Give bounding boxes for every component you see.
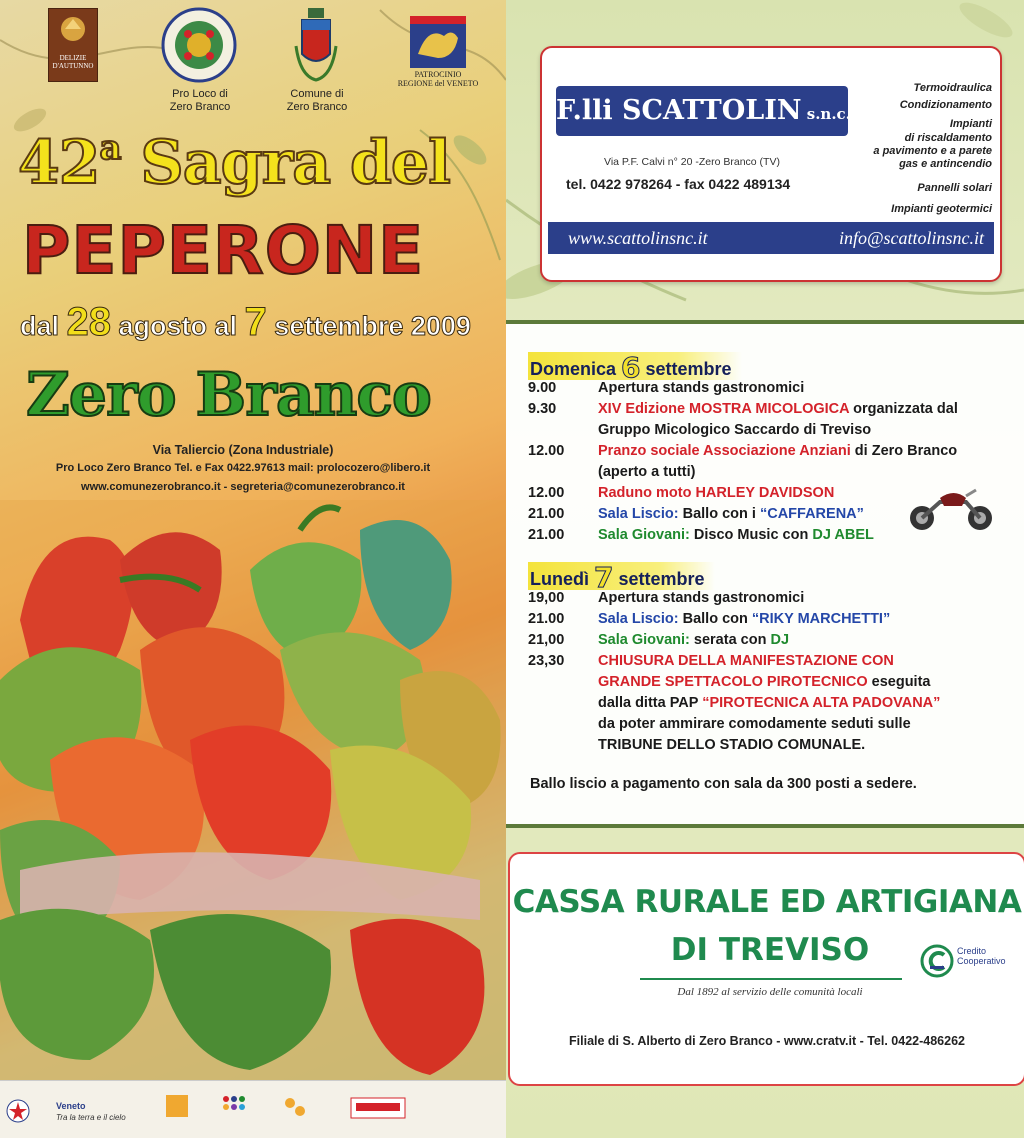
schedule-description — [598, 714, 998, 735]
proloco-badge-icon — [160, 6, 238, 84]
description-segment: Sala Liscio: — [598, 506, 679, 522]
edition-title-text: Sagra del — [120, 128, 450, 198]
schedule-time: 21.00 — [528, 506, 565, 522]
day-name: Lunedì — [530, 569, 594, 589]
schedule-description — [598, 651, 998, 672]
schedule-time: 12.00 — [528, 485, 565, 501]
cassa-line2: DI TREVISO — [670, 932, 870, 968]
service-1: Termoidraulica — [913, 82, 992, 94]
motorcycle-icon — [904, 484, 998, 532]
description-segment: “CAFFARENA” — [759, 506, 864, 522]
scattolin-email[interactable]: info@scattolinsnc.it — [838, 228, 984, 248]
sponsor-logo-icon — [164, 1093, 190, 1123]
programme-note: Ballo liscio a pagamento con sala da 300 posti a sedere. — [530, 776, 917, 792]
description-segment: Disco Music con — [689, 527, 813, 543]
company-name: F.lli SCATTOLIN — [556, 95, 802, 126]
description-segment: Ballo con — [678, 611, 752, 627]
scattolin-web-bar — [548, 222, 994, 254]
comune-label: Comune di Zero Branco — [286, 88, 348, 113]
day-name: Domenica — [530, 359, 622, 379]
schedule-description — [598, 462, 998, 483]
proloco-contact: Pro Loco Zero Branco Tel. e Fax 0422.97613 mail: prolocozero@libero.it — [55, 462, 431, 474]
schedule-time: 19,00 — [528, 590, 565, 606]
scattolin-address: Via P.F. Calvi n° 20 -Zero Branco (TV) — [604, 156, 780, 168]
description-segment: Sala Giovani: — [598, 527, 690, 543]
schedule-description — [598, 693, 998, 714]
unpli-treviso-icon — [280, 1093, 310, 1123]
start-day: 28 — [66, 300, 112, 344]
schedule-time: 21,00 — [528, 632, 565, 648]
description-segment: TRIBUNE DELLO STADIO COMUNALE. — [598, 737, 866, 753]
end-day: 7 — [244, 300, 267, 344]
event-programme — [506, 320, 1024, 828]
schedule-description — [598, 441, 998, 462]
schedule-description — [598, 609, 998, 630]
day-number: 6 — [621, 351, 641, 384]
delizie-text: DELIZIE D'AUTUNNO — [52, 54, 94, 70]
delizie-logo — [48, 8, 98, 82]
comune-logo — [292, 6, 340, 84]
edition-ordinal: a — [99, 128, 121, 168]
description-segment: Raduno moto HARLEY DAVIDSON — [598, 485, 835, 501]
comune-crest-icon — [292, 6, 340, 84]
sponsor-logos-strip — [0, 1080, 506, 1138]
cassa-rurale-ad — [508, 852, 1024, 1086]
service-2: Condizionamento — [899, 99, 992, 111]
veneto-star-icon — [6, 1099, 30, 1123]
service-3c: a pavimento e a parete — [873, 145, 992, 157]
edition-title — [18, 128, 450, 198]
cassa-branch: Filiale di S. Alberto di Zero Branco - www.cratv.it - Tel. 0422-486262 — [569, 1034, 965, 1048]
day-heading-monday — [528, 561, 715, 594]
description-segment: Apertura stands gastronomici — [598, 590, 805, 606]
description-segment: GRANDE SPETTACOLO PIROTECNICO — [598, 674, 868, 690]
day-heading-sunday — [528, 351, 742, 384]
description-segment: organizzata dal — [849, 401, 958, 417]
cassa-since: Dal 1892 al servizio delle comunità locali — [677, 986, 863, 998]
scattolin-name — [556, 86, 851, 136]
day-month: settembre — [640, 359, 732, 379]
description-segment: di Zero Branco — [850, 443, 958, 459]
veneto-tagline: Tra la terra e il cielo — [56, 1113, 126, 1122]
description-segment: Gruppo Micologico Saccardo di Treviso — [598, 422, 872, 438]
schedule-description — [598, 630, 998, 651]
peppers-painting — [0, 500, 506, 1080]
description-segment: da poter ammirare comodamente seduti sulle — [598, 716, 911, 732]
credito-cooperativo-icon — [920, 944, 954, 978]
edition-number: 42 — [18, 128, 100, 198]
regione-label: PATROCINIO REGIONE del VENETO — [397, 70, 479, 88]
credito-label: Credito Cooperativo — [957, 946, 1006, 966]
service-5: Impianti geotermici — [891, 203, 992, 215]
description-segment: eseguita — [867, 674, 931, 690]
schedule-time: 9.00 — [528, 380, 557, 396]
description-segment: Sala Giovani: — [598, 632, 690, 648]
schedule-time: 21.00 — [528, 611, 565, 627]
schedule-description — [598, 672, 998, 693]
scattolin-website[interactable]: www.scattolinsnc.it — [568, 228, 708, 248]
schedule-description — [598, 735, 998, 756]
description-segment: serata con — [689, 632, 771, 648]
service-3: Impianti — [949, 118, 992, 130]
description-segment: (aperto a tutti) — [598, 464, 696, 480]
day-number: 7 — [594, 561, 614, 594]
description-segment: XIV Edizione MOSTRA MICOLOGICA — [598, 401, 850, 417]
description-segment: DJ ABEL — [812, 527, 874, 543]
venue-address: Via Taliercio (Zona Industriale) — [152, 443, 334, 457]
company-suffix: s.n.c. — [801, 105, 851, 123]
schedule-time: 23,30 — [528, 653, 565, 669]
veneto-label: Veneto — [56, 1101, 86, 1111]
schedule-time: 21.00 — [528, 527, 565, 543]
description-segment: DJ — [770, 632, 790, 648]
day-month: settembre — [613, 569, 705, 589]
schedule-description — [598, 399, 998, 420]
description-segment: “RIKY MARCHETTI” — [751, 611, 891, 627]
centro-marca-icon — [350, 1097, 406, 1119]
service-3b: di riscaldamento — [904, 132, 992, 144]
dates-suffix: settembre 2009 — [266, 311, 471, 341]
lion-of-venice-icon — [408, 14, 468, 70]
dates-prefix: dal — [20, 311, 67, 341]
proloco-logo — [160, 6, 238, 84]
regione-logo — [408, 14, 468, 70]
description-segment: “PIROTECNICA ALTA PADOVANA” — [702, 695, 941, 711]
description-segment: dalla ditta PAP — [598, 695, 703, 711]
description-segment: Sala Liscio: — [598, 611, 679, 627]
comune-web: www.comunezerobranco.it - segreteria@comunezerobranco.it — [81, 481, 405, 493]
schedule-description — [598, 378, 998, 399]
cassa-divider — [640, 978, 902, 980]
description-segment: Pranzo sociale Associazione Anziani — [598, 443, 851, 459]
festival-dates — [20, 300, 471, 345]
unpli-veneto-icon — [218, 1091, 248, 1125]
scattolin-phone: tel. 0422 978264 - fax 0422 489134 — [566, 176, 791, 192]
description-segment: Apertura stands gastronomici — [598, 380, 805, 396]
description-segment: Ballo con i — [678, 506, 760, 522]
proloco-label: Pro Loco di Zero Branco — [169, 88, 231, 113]
service-3d: gas e antincendio — [899, 158, 992, 170]
schedule-description — [598, 588, 998, 609]
delizie-emblem-icon — [49, 9, 97, 49]
cassa-line1: CASSA RURALE ED ARTIGIANA — [512, 884, 1022, 920]
description-segment: CHIUSURA DELLA MANIFESTAZIONE CON — [598, 653, 894, 669]
town-name: Zero Branco — [26, 360, 431, 430]
programme-panel — [506, 0, 1024, 1138]
schedule-time: 12.00 — [528, 443, 565, 459]
scattolin-ad — [540, 46, 1002, 282]
schedule-description — [598, 420, 998, 441]
service-4: Pannelli solari — [917, 182, 992, 194]
festival-name: PEPERONE — [22, 212, 425, 289]
dates-middle: agosto al — [111, 311, 245, 341]
schedule-time: 9.30 — [528, 401, 557, 417]
poster-panel — [0, 0, 506, 1138]
